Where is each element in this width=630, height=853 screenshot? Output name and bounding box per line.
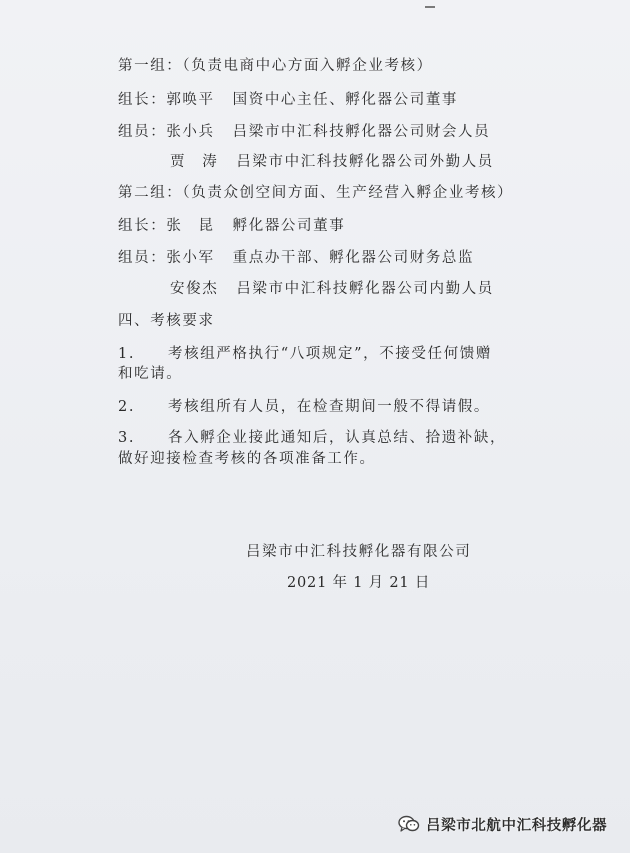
group1-leader-line (118, 90, 458, 110)
requirement-1-line-2: 和吃请。 (118, 366, 183, 382)
members-label: 组员： (118, 124, 167, 140)
group2-member-line-1 (118, 248, 474, 268)
leader-name: 郭唤平 (166, 92, 215, 108)
requirement-1-line-1 (118, 344, 492, 364)
member-role: 重点办干部、孵化器公司财务总监 (232, 250, 475, 266)
member-name: 贾 涛 (170, 154, 219, 170)
requirement-number: 1. (118, 346, 136, 362)
requirement-number: 3. (118, 430, 136, 446)
wechat-watermark (398, 812, 607, 836)
group1-member-line-2 (170, 152, 494, 172)
member-name: 安俊杰 (170, 281, 219, 297)
member-name: 张小军 (166, 250, 215, 266)
scan-mark (425, 6, 435, 8)
watermark-text: 吕梁市北航中汇科技孵化器 (426, 817, 608, 834)
requirement-number: 2. (118, 399, 136, 415)
section4-heading: 四、考核要求 (118, 313, 215, 329)
leader-label: 组长： (118, 218, 167, 234)
requirement-text: 各入孵企业接此通知后，认真总结、拾遗补缺， (168, 430, 507, 446)
leader-name: 张 昆 (166, 218, 215, 234)
requirement-3-line-1 (118, 428, 506, 448)
group2-leader-line (118, 216, 345, 236)
group1-title: 第一组：（负责电商中心方面入孵企业考核） (118, 58, 433, 74)
group2-title: 第二组：（负责众创空间方面、生产经营入孵企业考核） (118, 185, 514, 201)
member-name: 张小兵 (166, 124, 215, 140)
group2-member-line-2 (170, 279, 494, 299)
requirement-text: 考核组所有人员，在检查期间一般不得请假。 (168, 399, 490, 415)
leader-label: 组长： (118, 92, 167, 108)
member-role: 吕梁市中汇科技孵化器公司内勤人员 (236, 281, 494, 297)
leader-role: 孵化器公司董事 (232, 218, 346, 234)
member-role: 吕梁市中汇科技孵化器公司财会人员 (232, 124, 491, 140)
requirement-3-line-2: 做好迎接检查考核的各项准备工作。 (118, 451, 376, 467)
leader-role: 国资中心主任、孵化器公司董事 (232, 92, 459, 108)
requirement-text: 考核组严格执行“八项规定”，不接受任何馈赠 (168, 346, 492, 362)
group1-member-line-1 (118, 122, 490, 142)
member-role: 吕梁市中汇科技孵化器公司外勤人员 (236, 154, 494, 170)
requirement-2 (118, 397, 490, 417)
wechat-icon (398, 815, 420, 833)
signature-company: 吕梁市中汇科技孵化器有限公司 (246, 544, 472, 560)
signature-date: 2021 年 1 月 21 日 (287, 575, 431, 591)
members-label: 组员： (118, 250, 167, 266)
